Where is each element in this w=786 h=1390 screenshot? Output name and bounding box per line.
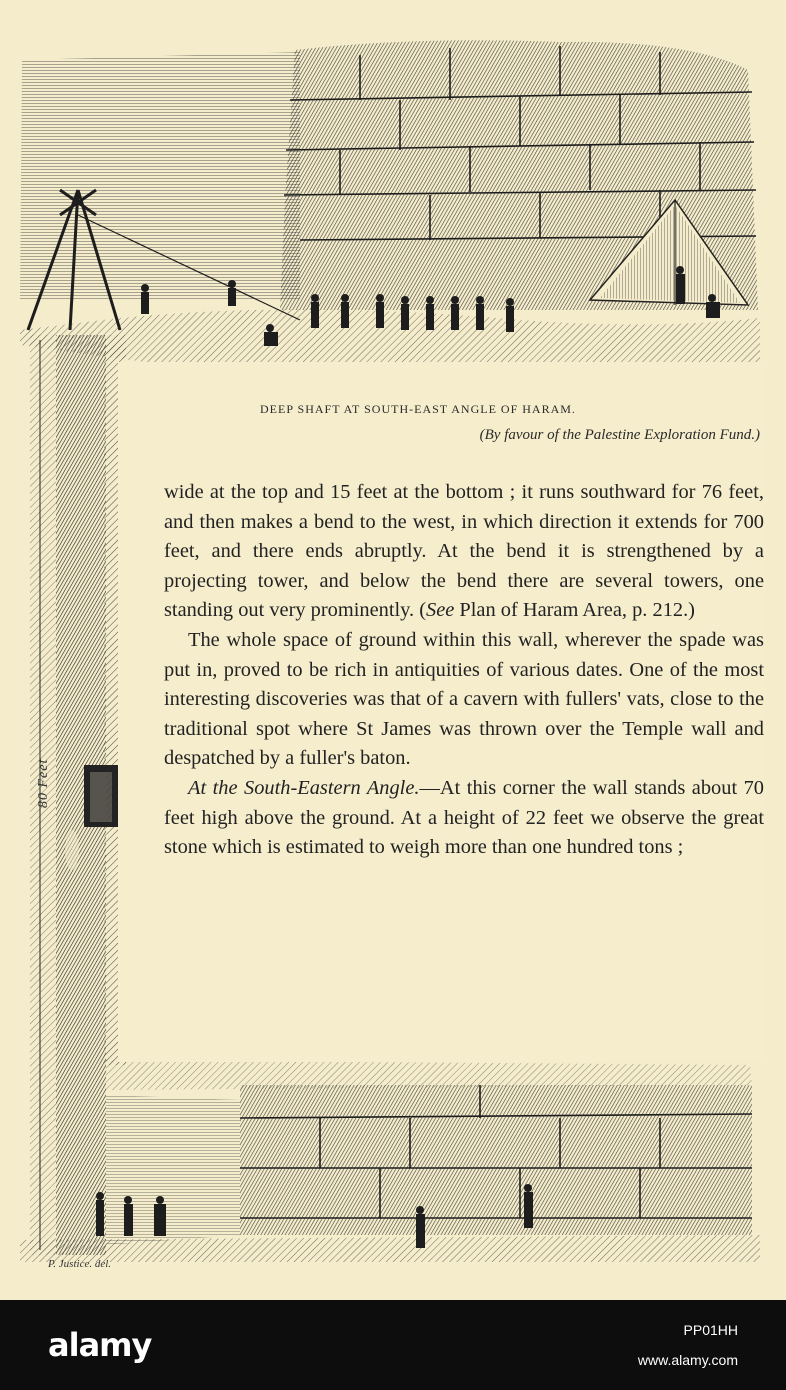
image-id: PP01HH	[683, 1322, 738, 1338]
caption-title: DEEP SHAFT AT SOUTH-EAST ANGLE OF HARAM.	[260, 402, 576, 416]
figure-caption	[260, 402, 760, 444]
paragraph-1: wide at the top and 15 feet at the bottom ; it runs southward for 76 feet, and then makes a bend to the west, in which direction it extends for 700 feet, and there ends abruptly. At the bend it is strengthened by a projecting tower, and below the bend there are several towers, one standing out very prominently. (See Plan of Haram Area, p. 212.)	[164, 481, 764, 622]
sky-hatching	[20, 52, 300, 300]
paragraph-1-text: wide at the top and 15 feet at the bottom ; it runs southward for 76 feet, and then makes a bend to the west, in which direction it extends for 700 feet, and there ends abruptly. At the bend it is strengthened by a projecting tower, and below the bend there are several towers, one standing out very prominently.	[164, 481, 764, 622]
artist-signature: P. Justice. del.	[48, 1258, 112, 1270]
site-url: www.alamy.com	[637, 1352, 738, 1368]
plan-reference: Plan of Haram Area, p. 212.)	[454, 599, 695, 622]
section-heading: At the South-Eastern Angle.	[188, 776, 420, 799]
alamy-logo: alamy	[48, 1326, 152, 1364]
see-reference-word: See	[426, 599, 455, 622]
paragraph-3	[164, 774, 764, 863]
paragraph-3-text: —At this corner the wall stands about 70 feet high above the ground. At a height of 22 feet we observe the great stone which is estimated to weigh more than one hundred tons ;	[164, 776, 764, 859]
shaft-depth-label: 80 Feet	[36, 758, 51, 808]
caption-credit: (By favour of the Palestine Exploration Fund.)	[479, 427, 760, 443]
body-text	[164, 478, 764, 863]
footer-bar	[0, 1300, 786, 1390]
paragraph-2: The whole space of ground within this wall, wherever the spade was put in, proved to be rich in antiquities of various dates. One of the most interesting discoveries was that of a cavern with fullers' vats, close to the traditional spot where St James was thrown over the Temple wall and despatched by a fuller's baton.	[164, 628, 764, 770]
